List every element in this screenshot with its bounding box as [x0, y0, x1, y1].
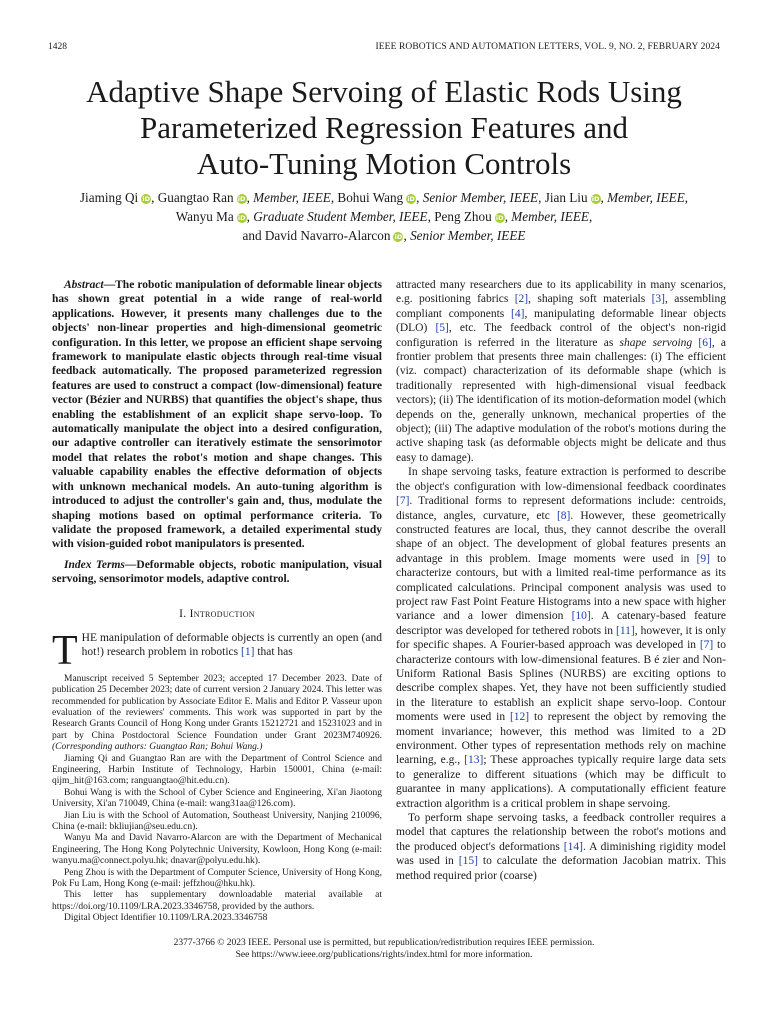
- dropcap: T: [52, 627, 78, 674]
- body-text: attracted many researchers due to its applicability in many scenarios, e.g. positioning fabrics: [396, 279, 726, 306]
- title-line-2: Parameterized Regression Features and: [139, 110, 629, 145]
- citation-link[interactable]: [7]: [699, 639, 714, 652]
- footnote-supplementary: This letter has supplementary downloadable material available at https://doi.org/10.1109/LRA.2023.3346758, provided by the authors.: [52, 890, 382, 912]
- footer-line-rights-link: See https://www.ieee.org/publications/rights/index.html for more information.: [235, 949, 533, 960]
- left-column: [52, 278, 382, 925]
- body-paragraph: [396, 278, 726, 465]
- author-affiliation: Member, IEEE: [253, 190, 331, 205]
- author-name: Jiaming Qi: [79, 190, 139, 205]
- citation-link[interactable]: [6]: [698, 336, 712, 349]
- footnote-affiliation: Jiaming Qi and Guangtao Ran are with the Department of Control Science and Engineering, Harbin Institute of Technology, Harbin 150001, China (e-mail: qijm_hit@163.com; ranguangtao@hit.edu.cn).: [52, 753, 382, 787]
- body-text: . Traditional forms to represent deformations include: centroids, distance, angles, curvature, etc: [396, 495, 726, 522]
- body-text: In shape servoing tasks, feature extraction is performed to describe the object's configuration with low-dimensional feedback coordinates: [396, 466, 726, 493]
- author-affiliation: Senior Member, IEEE: [410, 228, 526, 243]
- author-name: Peng Zhou: [434, 209, 492, 224]
- body-paragraph: [396, 465, 726, 811]
- section-number: I.: [179, 607, 187, 620]
- body-paragraph: [396, 811, 726, 883]
- body-text: To perform shape servoing tasks, a feedback controller requires a model that captures the relationship between the robot's motions and the produced object's deformations: [396, 812, 726, 853]
- intro-text: HE manipulation of deformable objects is currently an open (and hot!) research problem in robotics: [81, 631, 382, 659]
- body-text: to characterize contours with low-dimensional features. B é zier and Non-Uniform Rational Basis Splines (NURBS) are exciting options to describe complex shapes. Yet, they have not been sufficiently studied in the literature to establish an explicit shape servo-loop. Contour moments were used in: [396, 639, 726, 724]
- body-text: , manipulating deformable linear objects (DLO): [396, 307, 726, 335]
- author-name: and David Navarro-Alarcon: [242, 228, 391, 243]
- citation-link[interactable]: [2]: [514, 293, 529, 306]
- intro-paragraph: [52, 627, 382, 674]
- orcid-icon[interactable]: iD: [407, 195, 415, 203]
- citation-link[interactable]: [8]: [556, 509, 571, 522]
- right-column: [396, 278, 726, 883]
- title-line-1: Adaptive Shape Servoing of Elastic Rods Using: [86, 74, 682, 109]
- footnote-manuscript: [52, 674, 382, 754]
- citation-link[interactable]: [15]: [458, 855, 478, 868]
- author-list: Jiaming Qi iD, Guangtao Ran iD, Member, IEEE, Bohui Wang iD, Senior Member, IEEE, Jian Liu iD, Member, IEEE, Wanyu Ma iD, Graduate Student Member, IEEE, Peng Zhou iD, Member, IEEE, and David Navarro-Alarcon iD, Senior Member, IEEE: [79, 190, 689, 243]
- footnote-corresponding: (Corresponding authors: Guangtao Ran; Bohui Wang.): [52, 742, 263, 753]
- footnote-affiliation: Jian Liu is with the School of Automation, Southeast University, Nanjing 210096, China (e-mail: bkliujian@seu.edu.cn).: [52, 810, 382, 833]
- orcid-icon[interactable]: iD: [237, 195, 246, 203]
- abstract-text: —The robotic manipulation of deformable linear objects has shown great potential in a wide range of real-world applications. However, it presents many challenges due to the objects' non-linear properties and high-dimensional geometric configuration. In this letter, we propose an efficient shape servoing framework to manipulate elastic objects through real-time visual feedback automatically. The proposed parameterized regression features are used to construct a compact (low-dimensional) feature vector (Bézier and NURBS) that quantifies the object's shape, thus enabling the establishment of an explicit shape servo-loop. To automatically manipulate the object into a desired configuration, our adaptive controller can iteratively estimate the sensorimotor model that relates the robot's motion and shape changes. This valuable capability enables the effective deformation of objects with unknown mechanical models. An auto-tuning algorithm is introduced to adjust the controller's gain and, thus, modulate the shaping motions based on optimal performance criteria. To validate the proposed framework, a detailed experimental study with vision-guided robot manipulators is presented.: [52, 279, 382, 551]
- citation-link[interactable]: [9]: [696, 552, 710, 565]
- author-name: Bohui Wang: [337, 190, 404, 205]
- paper-title: [40, 74, 728, 182]
- index-terms: [52, 558, 382, 587]
- body-text: to calculate the deformation Jacobian matrix. This method required prior (coarse): [396, 855, 726, 882]
- orcid-icon[interactable]: iD: [142, 195, 150, 203]
- citation-link[interactable]: [14]: [563, 840, 583, 853]
- author-affiliation: Senior Member, IEEE: [422, 190, 539, 205]
- abstract: [52, 278, 382, 552]
- page-number: 1428: [48, 42, 67, 52]
- author-affiliation: Member, IEEE: [607, 190, 685, 205]
- copyright-footer: [40, 938, 728, 961]
- author-affiliation: Member, IEEE: [511, 209, 589, 224]
- footnote-affiliation: Bohui Wang is with the School of Cyber Science and Engineering, Xi'an Jiaotong University, Xi'an 710049, China (e-mail: wang31aa@126.com).: [52, 787, 382, 810]
- body-text: . A catenary-based feature descriptor was developed for tethered robots in: [396, 610, 726, 637]
- index-terms-text: —Deformable objects, robotic manipulation, visual servoing, sensorimotor models, adaptive control.: [52, 558, 382, 586]
- citation-link[interactable]: [13]: [464, 754, 484, 767]
- author-name: Wanyu Ma: [175, 209, 234, 224]
- author-affiliation: Graduate Student Member, IEEE: [253, 209, 428, 224]
- author-name: Guangtao Ran: [157, 190, 234, 205]
- body-text: , etc. The feedback control of the object's non-rigid configuration is referred in the literature as: [396, 322, 726, 349]
- citation-link[interactable]: [7]: [396, 495, 410, 508]
- citation-link[interactable]: [12]: [509, 711, 530, 724]
- intro-text: that has: [254, 646, 293, 659]
- body-text: , shaping soft materials: [528, 293, 652, 306]
- author-name: Jian Liu: [544, 190, 588, 205]
- footnote-affiliation: Wanyu Ma and David Navarro-Alarcon are with the Department of Mechanical Engineering, The Hong Kong Polytechnic University, Kowloon, Hong Kong (e-mail: wanyu.ma@connect.polyu.hk; dnavar@polyu.edu.hk).: [52, 833, 382, 867]
- running-header: IEEE ROBOTICS AND AUTOMATION LETTERS, VOL. 9, NO. 2, FEBRUARY 2024: [375, 42, 720, 52]
- index-terms-label: Index Terms: [64, 558, 125, 571]
- title-line-3: Auto-Tuning Motion Controls: [196, 146, 572, 181]
- abstract-label: Abstract: [64, 279, 104, 291]
- citation-link[interactable]: [11]: [616, 624, 635, 637]
- citation-link[interactable]: [3]: [651, 293, 666, 306]
- body-text: , a frontier problem that presents three main challenges: (i) The efficient (viz. compact) characterization of its deformable shape (which is traditionally represented with high-dimensional visual feedback vectors); (ii) The identification of its motion-deformation model (which depends on the, generally unknown, mechanical properties of the object); (iii) The adaptive modulation of the robot's motions during the active shaping task (as deformable objects might be delicate and thus easy to damage).: [396, 336, 727, 464]
- footnote-doi: Digital Object Identifier 10.1109/LRA.2023.3346758: [64, 913, 268, 924]
- footer-line-copyright: 2377-3766 © 2023 IEEE. Personal use is permitted, but republication/redistribution requires IEEE permission.: [173, 938, 595, 948]
- body-text: to characterize contours, but with a limited real-time performance as its complicated calculations. Principal component analysis was used to project raw Fast Point Feature Histograms into a new space with higher variance and a lower dimension: [396, 552, 726, 623]
- body-text: to represent the object by removing the moment invariance; however, this method was limited to a 2D environment. Other types of representation methods rely on machine learning, e.g.,: [396, 711, 726, 767]
- footnote: [52, 674, 382, 925]
- emphasis-text: shape servoing: [619, 336, 693, 349]
- footnote-text: Manuscript received 5 September 2023; accepted 17 December 2023. Date of publication 25 December 2023; date of current version 2 January 2024. This letter was recommended for publication by Associate Editor E. Malis and Editor P. Vasseur upon evaluation of the reviewers' comments. This work was supported in part by the Research Grants Council of Hong Kong under Grants 15212721 and 15231023 and in part by China Postdoctoral Science Foundation under Grant 2023M740926.: [52, 673, 382, 741]
- body-text: , however, it is only for specific shapes. A Fourier-based approach was developed in: [396, 624, 726, 652]
- citation-link[interactable]: [4]: [511, 307, 525, 320]
- orcid-icon[interactable]: iD: [237, 214, 246, 222]
- citation-link[interactable]: [5]: [435, 322, 449, 335]
- citation-link[interactable]: [1]: [241, 646, 255, 659]
- orcid-icon[interactable]: iD: [394, 233, 403, 241]
- section-title: Introduction: [189, 607, 255, 620]
- footnote-affiliation: Peng Zhou is with the Department of Computer Science, University of Hong Kong, Pok Fu Lam, Hong Kong (e-mail: jeffzhou@hku.hk).: [52, 867, 382, 890]
- body-text: . However, these geometrically constructed features are local, thus, they cannot describe the overall shape of an object. The development of global features presents an advantage in this problem. Image moments were used in: [396, 509, 726, 565]
- citation-link[interactable]: [10]: [571, 610, 591, 623]
- body-text: . A diminishing rigidity model was used in: [396, 840, 726, 868]
- body-text: , assembling compliant components: [396, 293, 726, 320]
- section-heading-introduction: [52, 607, 382, 621]
- orcid-icon[interactable]: iD: [495, 214, 504, 222]
- body-text: ; These approaches typically require large data sets to generalize to different situations (which may be difficult to guarantee in many applications). A computationally efficient feature extraction algorithm is a critical problem in shape servoing.: [396, 754, 726, 810]
- orcid-icon[interactable]: iD: [591, 195, 600, 203]
